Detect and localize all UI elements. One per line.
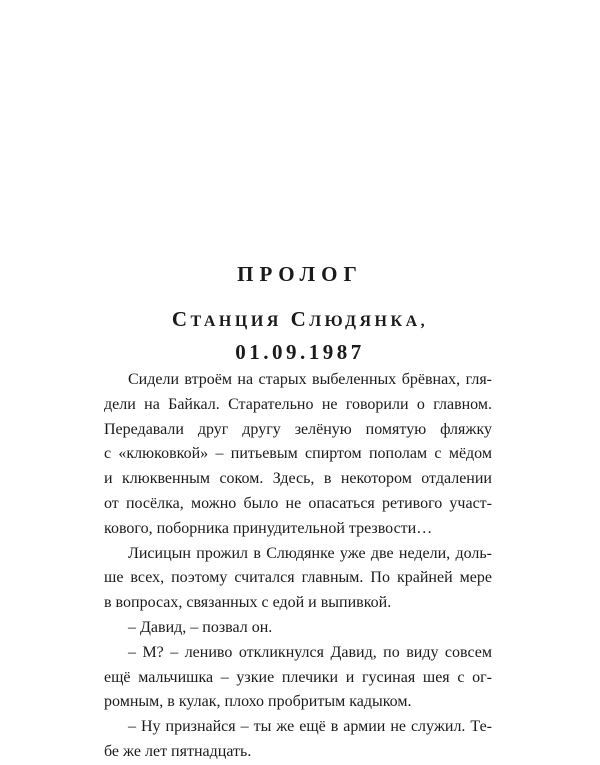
subtitle-initial-2: С (290, 307, 310, 331)
text-line: Сидели втроём на старых выбеленных брёвнах, гля- (128, 371, 492, 388)
paragraph-4 (104, 641, 492, 715)
text-line: – М? – лениво откликнулся Давид, по виду совсем (128, 643, 492, 661)
subtitle-smallcaps-2: ЛЮДЯНКА, (309, 313, 429, 330)
paragraph-2 (104, 542, 492, 616)
body-text (104, 368, 492, 765)
subtitle-smallcaps-1: ТАНЦИЯ (190, 313, 282, 330)
subtitle-location (0, 304, 600, 337)
paragraph-3 (104, 616, 492, 641)
text-line: бе же лет пятнадцать. (104, 742, 252, 760)
subtitle-date: 01.09.1987 (235, 340, 365, 364)
text-line: Лисицын прожил в Слюдянке уже две недели, доль- (128, 544, 492, 562)
chapter-subtitle (0, 304, 600, 367)
chapter-title: ПРОЛОГ (237, 262, 363, 286)
text-line: дели на Байкал. Старательно не говорили о главном. (104, 395, 492, 413)
paragraph-5 (104, 715, 492, 765)
text-line: в вопросах, связанных с едой и выпивкой. (104, 594, 392, 612)
text-line: – Давид, – позвал он. (128, 618, 273, 636)
text-line: – Ну признайся – ты же ещё в армии не служил. Те- (128, 718, 492, 736)
paragraph-1 (104, 368, 492, 542)
text-line: от посёлка, можно было не опасаться ретивого участ- (104, 494, 492, 512)
text-line: ромным, в кулак, плохо пробритым кадыком. (104, 693, 412, 711)
text-line: ещё мальчишка – узкие плечики и гусиная шея с ог- (104, 668, 492, 686)
text-line: Передавали друг другу зелёную помятую фляжку (104, 420, 492, 438)
text-line: кового, поборника принудительной трезвости… (104, 519, 433, 537)
subtitle-initial-1: С (171, 307, 191, 331)
text-line: и клюквенным соком. Здесь, в некотором отдалении (104, 470, 492, 488)
text-line: с «клюковкой» – питьевым спиртом пополам с мёдом (104, 445, 492, 463)
text-line: ше всех, поэтому считался главным. По крайней мере (104, 569, 492, 587)
